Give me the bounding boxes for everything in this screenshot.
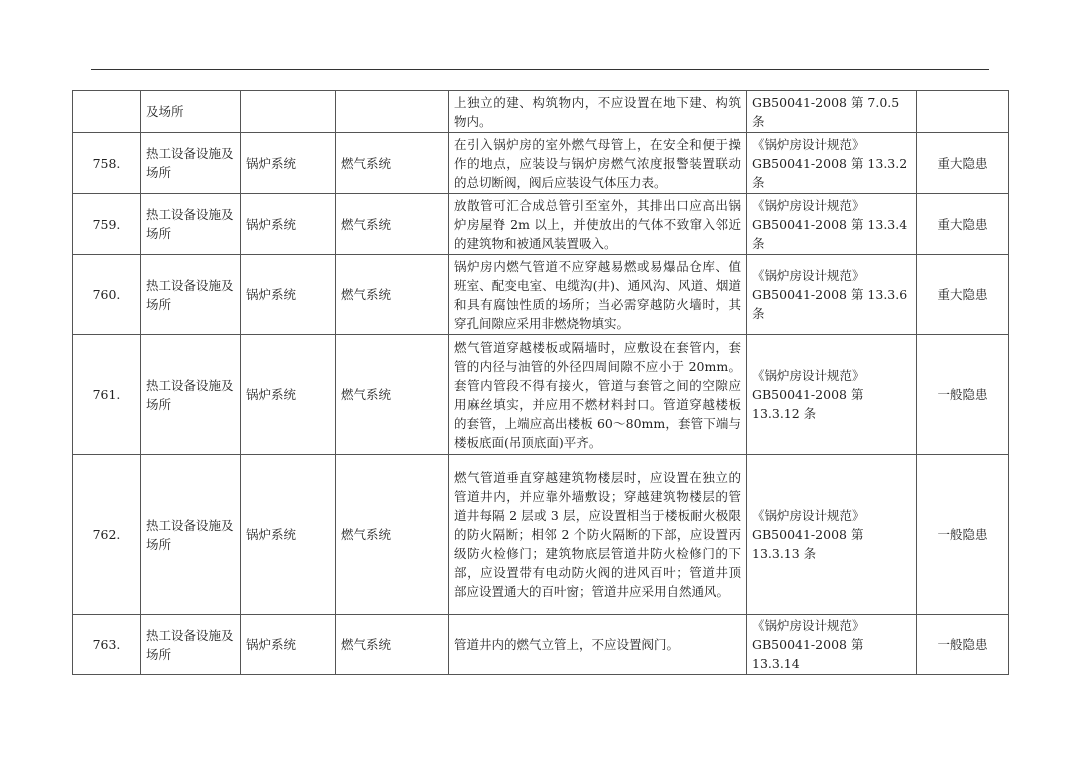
table-row [73, 335, 1009, 455]
hazard-level: 重大隐患 [917, 255, 1009, 335]
reference-title: 《锅炉房设计规范》 [752, 368, 865, 383]
table-row [73, 255, 1009, 335]
category-cell: 及场所 [141, 91, 241, 133]
table-row [73, 194, 1009, 255]
reference-code: GB50041-2008 第 13.3.12 条 [752, 387, 864, 421]
subsystem-cell: 燃气系统 [336, 455, 449, 615]
hazard-level [917, 91, 1009, 133]
subsystem-cell [336, 91, 449, 133]
subsystem-cell: 燃气系统 [336, 255, 449, 335]
reference-code: GB50041-2008 第 13.3.6 条 [752, 287, 908, 321]
hazard-level: 重大隐患 [917, 133, 1009, 194]
table-row [73, 615, 1009, 675]
reference-title: 《锅炉房设计规范》 [752, 136, 865, 152]
system-cell [241, 91, 336, 133]
reference-code: GB50041-2008 第 13.3.4 条 [752, 216, 908, 251]
subsystem-cell: 燃气系统 [336, 335, 449, 455]
row-number [73, 91, 141, 133]
subsystem-cell: 燃气系统 [336, 615, 449, 675]
description-cell: 管道井内的燃气立管上，不应设置阀门。 [449, 615, 747, 675]
row-number: 761. [73, 335, 141, 455]
description-cell: 上独立的建、构筑物内，不应设置在地下建、构筑物内。 [449, 91, 747, 133]
hazard-level: 重大隐患 [917, 194, 1009, 255]
row-number: 763. [73, 615, 141, 675]
description-cell: 在引入锅炉房的室外燃气母管上，在安全和便于操作的地点，应装设与锅炉房燃气浓度报警装置联动的总切断阀，阀后应装设气体压力表。 [449, 133, 747, 194]
hazard-level: 一般隐患 [917, 615, 1009, 675]
system-cell: 锅炉系统 [241, 194, 336, 255]
row-number: 758. [73, 133, 141, 194]
reference-title: 《锅炉房设计规范》 [752, 508, 865, 523]
system-cell: 锅炉系统 [241, 335, 336, 455]
description-cell: 燃气管道穿越楼板或隔墙时，应敷设在套管内，套管的内径与油管的外径四周间隙不应小于 20mm。套管内管段不得有接火，管道与套管之间的空隙应用麻丝填实，并应用不燃材料封口。管道穿越楼板的套管，上端应高出楼板 60～80mm，套管下端与楼板底面(吊顶底面)平齐。 [449, 335, 747, 455]
system-cell: 锅炉系统 [241, 455, 336, 615]
reference-code: GB50041-2008 第 13.3.13 条 [752, 527, 864, 561]
category-cell: 热工设备设施及场所 [141, 255, 241, 335]
description-cell: 放散管可汇合成总管引至室外，其排出口应高出锅炉房屋脊 2m 以上，并使放出的气体不致窜入邻近的建筑物和被通风装置吸入。 [449, 194, 747, 255]
reference-cell [747, 615, 917, 675]
reference-cell [747, 455, 917, 615]
description-cell: 燃气管道垂直穿越建筑物楼层时，应设置在独立的管道井内，并应靠外墙敷设；穿越建筑物楼层的管道井每隔 2 层或 3 层，应设置相当于楼板耐火极限的防火隔断；相邻 2 个防火隔断的下部，应设置丙级防火检修门；建筑物底层管道井防火检修门的下部，应设置带有电动防火阀的进风百叶；管道井顶部应设置通大的百叶窗；管道井应采用自然通风。 [449, 455, 747, 615]
reference-cell [747, 255, 917, 335]
reference-code: GB50041-2008 第 13.3.14 [752, 637, 864, 671]
category-cell: 热工设备设施及场所 [141, 194, 241, 255]
category-cell: 热工设备设施及场所 [141, 133, 241, 194]
reference-cell [747, 133, 917, 194]
reference-cell [747, 335, 917, 455]
subsystem-cell: 燃气系统 [336, 194, 449, 255]
table-row [73, 91, 1009, 133]
system-cell: 锅炉系统 [241, 133, 336, 194]
subsystem-cell: 燃气系统 [336, 133, 449, 194]
hazard-level: 一般隐患 [917, 335, 1009, 455]
row-number: 760. [73, 255, 141, 335]
reference-title: 《锅炉房设计规范》 [752, 268, 865, 283]
reference-cell [747, 91, 917, 133]
hazard-table [72, 90, 1009, 675]
system-cell: 锅炉系统 [241, 255, 336, 335]
reference-title: 《锅炉房设计规范》 [752, 197, 865, 213]
table-row [73, 133, 1009, 194]
reference-title: 《锅炉房设计规范》 [752, 618, 865, 633]
header-rule [91, 69, 989, 70]
category-cell: 热工设备设施及场所 [141, 615, 241, 675]
reference-code: GB50041-2008 第 13.3.2 条 [752, 155, 908, 190]
table-row [73, 455, 1009, 615]
category-cell: 热工设备设施及场所 [141, 335, 241, 455]
row-number: 759. [73, 194, 141, 255]
description-cell: 锅炉房内燃气管道不应穿越易燃或易爆品仓库、值班室、配变电室、电缆沟(井)、通风沟、风道、烟道和具有腐蚀性质的场所；当必需穿越防火墙时，其穿孔间隙应采用非燃烧物填实。 [449, 255, 747, 335]
reference-cell [747, 194, 917, 255]
reference-code: GB50041-2008 第 7.0.5 条 [752, 94, 900, 129]
hazard-level: 一般隐患 [917, 455, 1009, 615]
row-number: 762. [73, 455, 141, 615]
category-cell: 热工设备设施及场所 [141, 455, 241, 615]
system-cell: 锅炉系统 [241, 615, 336, 675]
